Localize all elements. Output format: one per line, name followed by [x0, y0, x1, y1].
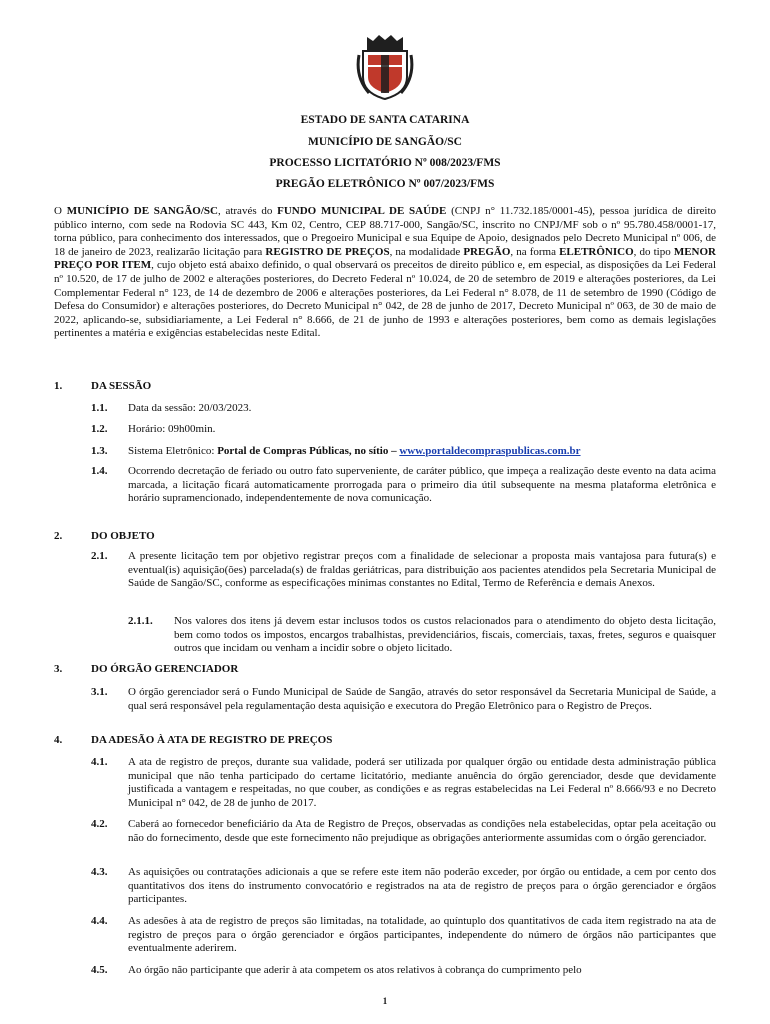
header-process: PROCESSO LICITATÓRIO Nº 008/2023/FMS — [269, 157, 501, 169]
portal-link[interactable]: www.portaldecompraspublicas.com.br — [399, 445, 581, 457]
page-number: 1 — [382, 996, 388, 1006]
document-page: ESTADO DE SANTA CATARINA MUNICÍPIO DE SANGÃO/SC PROCESSO LICITATÓRIO Nº 008/2023/FMS PREGÃO ELETRÔNICO Nº 007/2023/FMS O MUNICÍPIO DE SANGÃO/SC, através do FUNDO MUNICIPAL DE SAÚDE (CNPJ n° 11.732.185/0001-45), pessoa jurídica de direito público interno, com sede na Rodovia SC 443, Km 02, Centro, CEP 88.717-000, Sangão/SC, inscrito no CNPJ/MF sob o nº 95.780.458/0001-17, torna público, para conhecimento dos interessados, que o Pregoeiro Municipal e sua Equipe de Apoio, designados pelo Decreto Municipal nº 006, de 18 de janeiro de 2023, realizarão licitação para REGISTRO DE PREÇOS, na modalidade PREGÃO, na forma ELETRÔNICO, do tipo MENOR PREÇO POR ITEM, cujo objeto está abaixo definido, o qual observará os preceitos de direito público e, em especial, as disposições da Lei Federal nº 10.520, de 17 de julho de 2002 e alterações posteriores, do Decreto Federal nº 10.024, de 20 de setembro de 2019 e alterações posteriores, da Lei Complementar Federal n° 123, de 14 de dezembro de 2006 e alterações posteriores, da Lei Federal n° 8.078, de 11 de setembro de 1990 (Código de Defesa do Consumidor) e alterações posteriores, do Decreto Municipal n° 042, de 28 de junho de 2017, Decreto Municipal nº 063, de 30 de maio de 2022, aplicando-se, subsidiariamente, a Lei Federal n° 8.666, de 21 de junho de 1993 e alterações posteriores, bem como as demais legislações pertinentes a matéria e exigências estabelecidas neste Edital. 1. DA SESSÃO 1.1. Data da sessão: 20/03/2023. 1.2. Horário: 09h00min. 1.3. Sistema Eletrônico: Portal de Compras Públicas, no sítio – www.portaldecompraspublicas.com.br 1.4. Ocorrendo decretação de feriado ou outro fato superveniente, de caráter público, que impeça a realização deste evento na data acima marcada, a licitação ficará automaticamente prorrogada para o primeiro dia útil subsequente na mesma plataforma eletrônica e horário supramencionado, independentemente de nova comunicação. 2. DO OBJETO 2.1. A presente licitação tem por objetivo registrar preços com a finalidade de selecionar a proposta mais vantajosa para futura(s) e eventual(is) aquisição(ões) parcelada(s) de fraldas geriátricas, para distribuição aos pacientes atendidos pela Secretaria Municipal de Saúde de Sangão/SC, conforme as especificações mínimas constantes no Edital, Termo de Referência e demais Anexos. 2.1.1. Nos valores dos itens já devem estar inclusos todos os custos relacionados para o atendimento do objeto desta licitação, bem como todos os impostos, encargos trabalhistas, previdenciários, fiscais, comerciais, taxas, fretes, seguros e quaisquer outros que incidam ou venham a incidir sobre o objeto licitado. 3. DO ÓRGÃO GERENCIADOR 3.1. O órgão gerenciador será o Fundo Municipal de Saúde de Sangão, através do setor responsável da Secretaria Municipal de Saúde, a qual será responsável pela regulamentação desta aquisição e executora do Pregão Eletrônico para o Registro de Preços. 4. DA ADESÃO À ATA DE REGISTRO DE PREÇOS 4.1. A ata de registro de preços, durante sua validade, poderá ser utilizada por qualquer órgão ou entidade desta administração pública municipal que não tenha participado do certame licitatório, mediante anuência do órgão gerenciador, desde que devidamente justificada a vantagem e respeitadas, no que couber, as condições e as regras estabelecidas na Lei Federal nº 8.666/93 e no Decreto Municipal n° 042, de 28 de junho de 2017. 4.2. Caberá ao fornecedor beneficiário da Ata de Registro de Preços, observadas as condições nela estabelecidas, optar pela aceitação ou não do fornecimento, desde que este fornecimento não prejudique as obrigações anteriormente assumidas com o órgão gerenciador. 4.3. As aquisições ou contratações adicionais a que se refere este item não poderão exceder, por órgão ou entidade, a cem por cento dos quantitativos dos itens do instrumento convocatório e registrados na ata de registro de preços para o órgão gerenciador e órgãos participantes. 4.4. As adesões à ata de registro de preços são limitadas, na totalidade, ao quíntuplo dos quantitativos de cada item registrado na ata de registro de preços para o órgão gerenciador e órgãos participantes, independente do número de órgãos não participantes que eventualmente aderirem. 4.5. Ao órgão não participante que aderir à ata competem os atos relativos à cobrança do cumprimento pelo 1 — [0, 0, 770, 1024]
intro-paragraph: O MUNICÍPIO DE SANGÃO/SC, através do FUNDO MUNICIPAL DE SAÚDE (CNPJ n° 11.732.185/0001-45), pessoa jurídica de direito público interno, com sede na Rodovia SC 443, Km 02, Centro, CEP 88.717-000, Sangão/SC, inscrito no CNPJ/MF sob o nº 95.780.458/0001-17, torna público, para conhecimento dos interessados, que o Pregoeiro Municipal e sua Equipe de Apoio, designados pelo Decreto Municipal nº 006, de 18 de janeiro de 2023, realizarão licitação para REGISTRO DE PREÇOS, na modalidade PREGÃO, na forma ELETRÔNICO, do tipo MENOR PREÇO POR ITEM, cujo objeto está abaixo definido, o qual observará os preceitos de direito público e, em especial, as disposições da Lei Federal nº 10.520, de 17 de julho de 2002 e alterações posteriores, do Decreto Federal nº 10.024, de 20 de setembro de 2019 e alterações posteriores, da Lei Complementar Federal n° 123, de 14 de dezembro de 2006 e alterações posteriores, da Lei Federal n° 8.078, de 11 de setembro de 1990 (Código de Defesa do Consumidor) e alterações posteriores, do Decreto Municipal n° 042, de 28 de junho de 2017, Decreto Municipal nº 063, de 30 de maio de 2022, aplicando-se, subsidiariamente, a Lei Federal n° 8.666, de 21 de junho de 1993 e alterações posteriores, bem como as demais legislações pertinentes a matéria e exigências estabelecidas neste Edital. — [54, 205, 717, 340]
coat-of-arms-icon — [355, 33, 415, 101]
header-municipality: MUNICÍPIO DE SANGÃO/SC — [308, 136, 462, 148]
header-auction: PREGÃO ELETRÔNICO Nº 007/2023/FMS — [275, 178, 495, 190]
header-state: ESTADO DE SANTA CATARINA — [300, 114, 470, 126]
